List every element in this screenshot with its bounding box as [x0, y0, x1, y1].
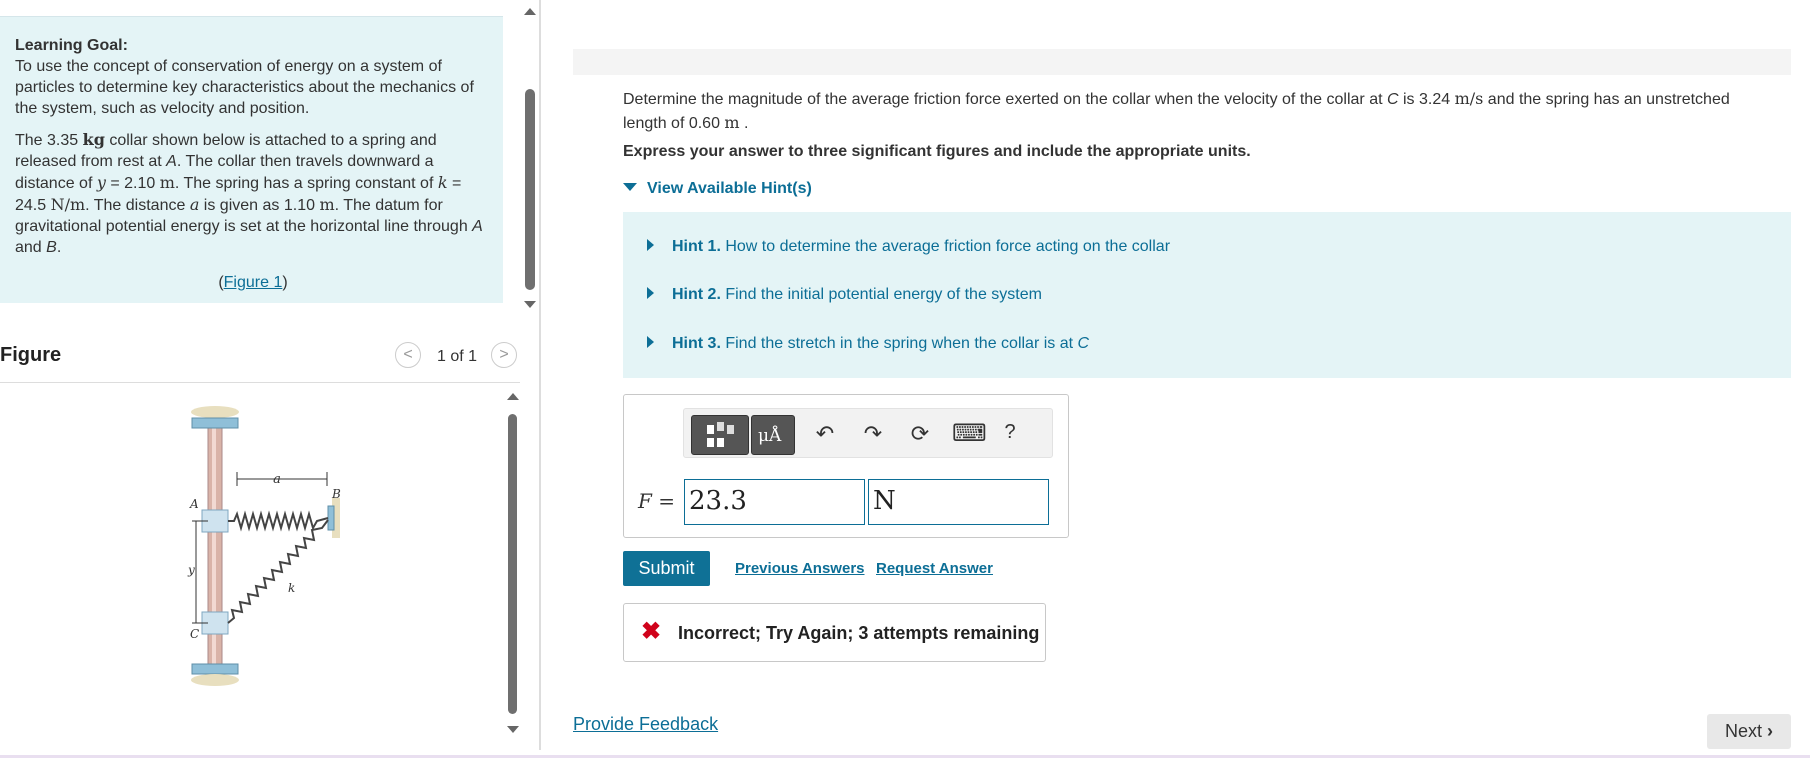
- reset-icon[interactable]: ⟳: [910, 421, 930, 446]
- caret-down-icon: [623, 183, 637, 191]
- request-answer-link[interactable]: Request Answer: [876, 560, 993, 577]
- chevron-left-icon: <: [403, 346, 413, 363]
- figure-title: Figure: [0, 344, 62, 366]
- feedback-text: Incorrect; Try Again; 3 attempts remaining: [678, 623, 1040, 643]
- error-x-icon: ✖: [641, 618, 662, 645]
- label-point-a: A: [190, 497, 199, 511]
- templates-button[interactable]: [691, 415, 749, 455]
- figure-scroll-up-arrow[interactable]: [507, 393, 519, 400]
- answer-unit-field[interactable]: N: [868, 479, 1049, 525]
- figure-prev-button[interactable]: [395, 342, 421, 368]
- hint-2[interactable]: Hint 2. Find the initial potential energy of the system: [647, 286, 1042, 304]
- units-icon: μÅ: [758, 426, 782, 446]
- answer-variable-label: F =: [638, 489, 676, 513]
- units-button[interactable]: [751, 415, 795, 455]
- templates-icon: [692, 416, 748, 454]
- figure-next-button[interactable]: [491, 342, 517, 368]
- help-icon[interactable]: ?: [1004, 421, 1016, 443]
- previous-answers-link[interactable]: Previous Answers: [735, 560, 865, 577]
- part-header-bar: [573, 49, 1791, 75]
- undo-icon[interactable]: ↶: [815, 421, 835, 446]
- figure-image: [170, 402, 370, 692]
- learning-goal-title: Learning Goal:: [15, 37, 128, 54]
- spring-diagonal: [228, 520, 328, 623]
- figure-header: [0, 336, 520, 383]
- keyboard-icon[interactable]: ⌨: [952, 420, 987, 447]
- chevron-right-icon: ›: [1767, 721, 1774, 741]
- view-hints-toggle[interactable]: View Available Hint(s): [623, 180, 812, 198]
- chevron-right-icon: >: [499, 346, 509, 363]
- panel-divider: [539, 0, 541, 750]
- answer-box: [623, 394, 1069, 538]
- caret-right-icon: [647, 336, 654, 348]
- caret-right-icon: [647, 239, 654, 251]
- spring-horizontal: [228, 514, 328, 528]
- top-mount: [191, 406, 239, 418]
- bottom-rule: [0, 755, 1810, 758]
- submit-button[interactable]: Submit: [623, 551, 710, 586]
- figure-scrollbar-thumb[interactable]: [508, 414, 517, 714]
- caret-right-icon: [647, 287, 654, 299]
- answer-value-field[interactable]: 23.3: [684, 479, 865, 525]
- problem-statement: The 3.35 kg collar shown below is attached to a spring and released from rest at A. The collar then travels downward a distance of y = 2.10 m. The spring has a spring constant of k = 24.5 N/m. The distance a is given as 1.10 m. The datum for gravitational potential energy is set at the horizontal line through A and B.: [15, 130, 483, 256]
- learning-goal-panel: [0, 16, 503, 303]
- scroll-down-arrow[interactable]: [524, 301, 536, 308]
- scrollbar-thumb[interactable]: [525, 89, 535, 290]
- figure-count: 1 of 1: [437, 348, 478, 365]
- feedback-box: [623, 603, 1046, 662]
- redo-icon[interactable]: ↷: [863, 421, 883, 446]
- figure-scroll-down-arrow[interactable]: [507, 726, 519, 733]
- figure-link[interactable]: Figure 1: [223, 274, 283, 291]
- question-text: Determine the magnitude of the average friction force exerted on the collar when the velocity of the collar at C is 3.24 m/s and the spring has an unstretched length of 0.60 m .: [623, 89, 1730, 132]
- hints-panel: [623, 212, 1791, 378]
- label-k: k: [288, 581, 296, 595]
- provide-feedback-link[interactable]: Provide Feedback: [573, 714, 719, 734]
- hint-3[interactable]: Hint 3. Find the stretch in the spring when the collar is at C: [647, 335, 1089, 353]
- bottom-mount: [192, 664, 238, 674]
- label-y: y: [188, 563, 195, 577]
- label-c: C: [190, 627, 200, 641]
- figure-link-wrap: (Figure 1): [218, 274, 288, 291]
- left-panel: [0, 0, 540, 760]
- hint-1[interactable]: Hint 1. How to determine the average friction force acting on the collar: [647, 238, 1170, 256]
- label-b: B: [332, 487, 341, 501]
- scroll-up-arrow[interactable]: [524, 8, 536, 15]
- learning-goal-text: To use the concept of conservation of energy on a system of particles to determine key characteristics about the mechanics of the system, such as velocity and position.: [15, 58, 474, 117]
- label-a: a: [273, 472, 281, 487]
- math-toolbar: [683, 408, 1053, 458]
- instruction-text: Express your answer to three significant figures and include the appropriate units.: [623, 143, 1251, 160]
- next-button[interactable]: Next ›: [1707, 714, 1791, 749]
